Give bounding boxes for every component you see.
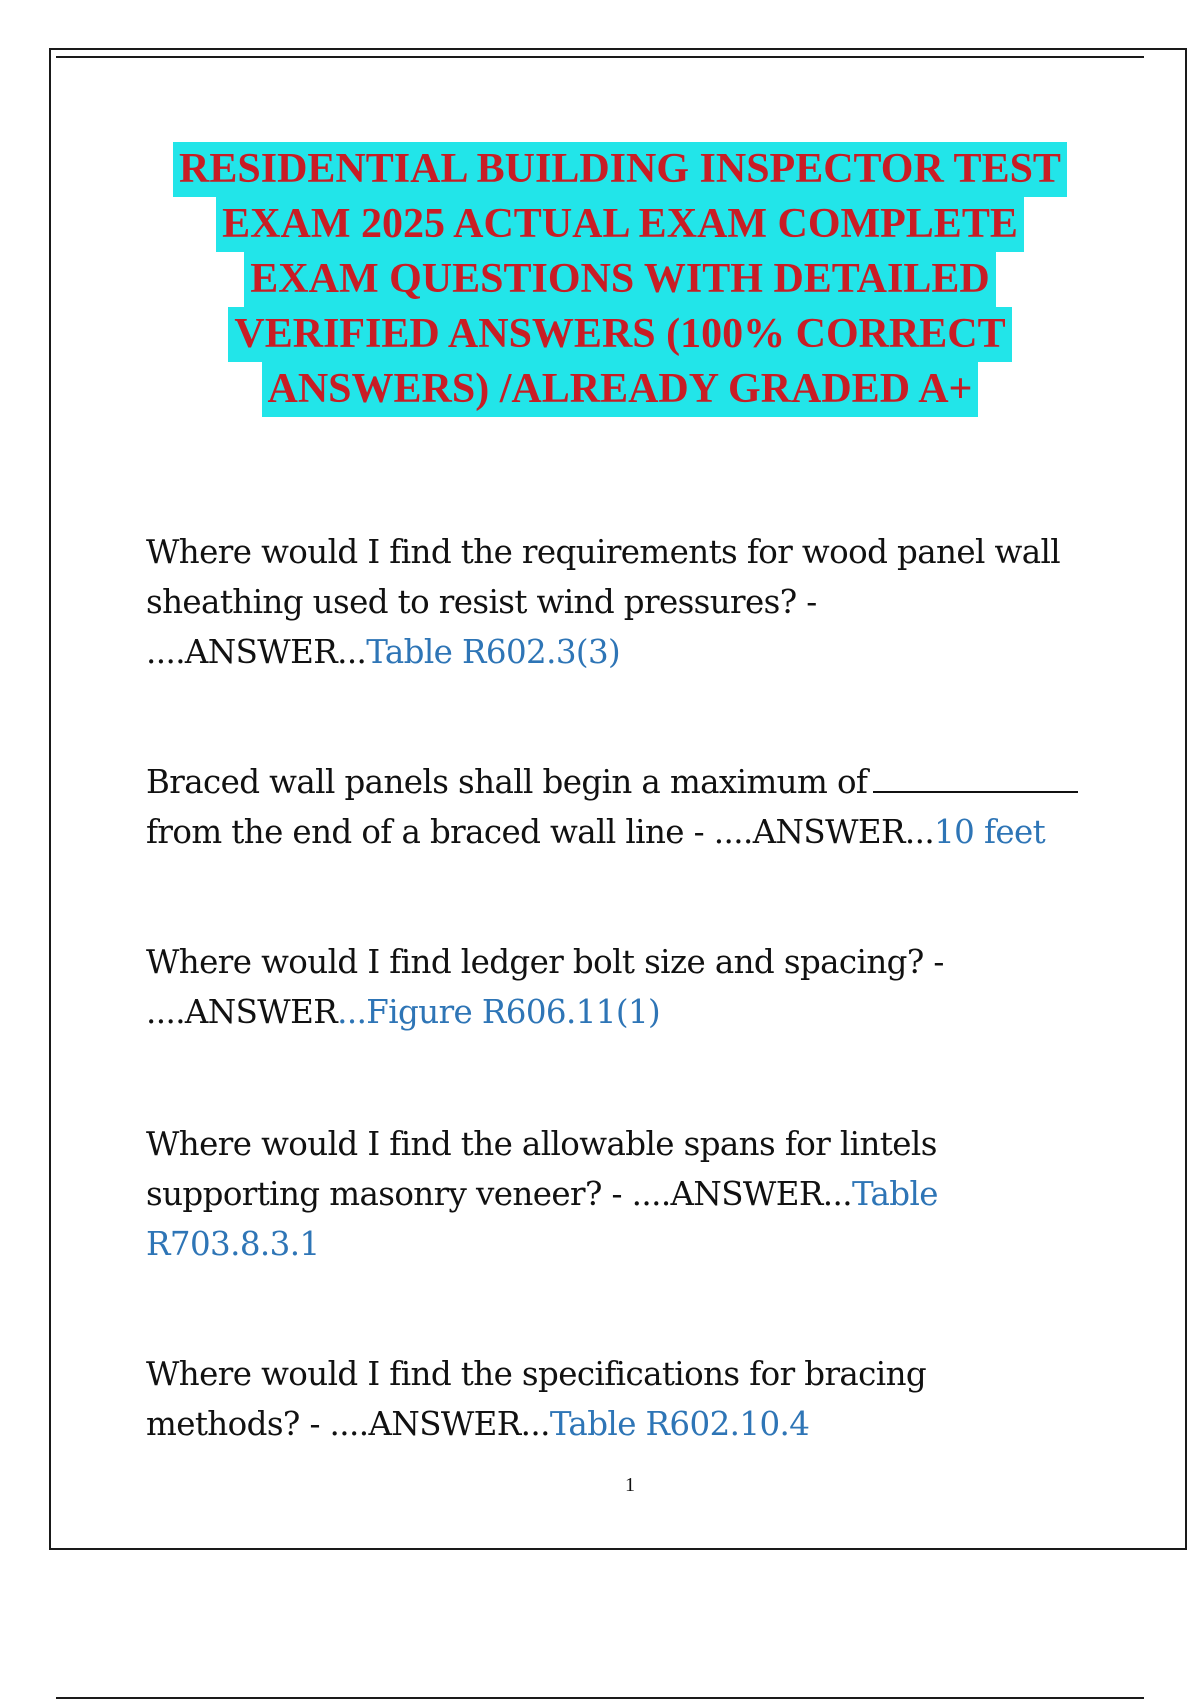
question-item-3 bbox=[146, 937, 1106, 1037]
title-line: EXAM QUESTIONS WITH DETAILED bbox=[244, 252, 995, 307]
answer-text: 10 feet bbox=[934, 813, 1046, 851]
question-text: Braced wall panels shall begin a maximum of bbox=[146, 763, 868, 801]
question-text-line bbox=[146, 757, 1106, 807]
answer-prefix: from the end of a braced wall line - ....ANSWER... bbox=[146, 813, 935, 851]
top-rule bbox=[56, 56, 1144, 58]
question-text: sheathing used to resist wind pressures? - bbox=[146, 583, 817, 621]
document-title bbox=[140, 142, 1100, 417]
answer-text: ...Figure R606.11(1) bbox=[337, 993, 661, 1031]
question-item-1 bbox=[146, 527, 1106, 677]
answer-prefix: ....ANSWER... bbox=[146, 633, 367, 671]
answer-prefix: methods? - ....ANSWER... bbox=[146, 1405, 550, 1443]
question-text: Where would I find the requirements for wood panel wall bbox=[146, 533, 1061, 571]
title-line: EXAM 2025 ACTUAL EXAM COMPLETE bbox=[216, 197, 1024, 252]
answer-text: Table R602.10.4 bbox=[549, 1405, 810, 1443]
page-number: 1 bbox=[625, 1474, 635, 1496]
question-item-5 bbox=[146, 1349, 1106, 1449]
title-line: VERIFIED ANSWERS (100% CORRECT bbox=[228, 307, 1011, 362]
question-text: Where would I find the specifications for bracing bbox=[146, 1355, 927, 1393]
fill-in-blank bbox=[873, 763, 1078, 793]
answer-prefix: supporting masonry veneer? - ....ANSWER... bbox=[146, 1175, 852, 1213]
answer-text: R703.8.3.1 bbox=[146, 1225, 320, 1263]
next-page-rule bbox=[56, 1697, 1144, 1699]
question-text-line bbox=[146, 1399, 1106, 1449]
question-item-2 bbox=[146, 757, 1106, 857]
question-text-line bbox=[146, 627, 1106, 677]
answer-text: Table bbox=[851, 1175, 938, 1213]
question-text-line bbox=[146, 807, 1106, 857]
answer-text: Table R602.3(3) bbox=[366, 633, 621, 671]
question-text: Where would I find ledger bolt size and spacing? - bbox=[146, 943, 944, 981]
answer-prefix: ....ANSWER bbox=[146, 993, 338, 1031]
question-text: Where would I find the allowable spans for lintels bbox=[146, 1125, 937, 1163]
question-text-line bbox=[146, 1169, 1106, 1219]
title-line: RESIDENTIAL BUILDING INSPECTOR TEST bbox=[173, 142, 1067, 197]
question-item-4 bbox=[146, 1119, 1106, 1269]
title-line: ANSWERS) /ALREADY GRADED A+ bbox=[262, 362, 979, 417]
question-text-line bbox=[146, 987, 1106, 1037]
